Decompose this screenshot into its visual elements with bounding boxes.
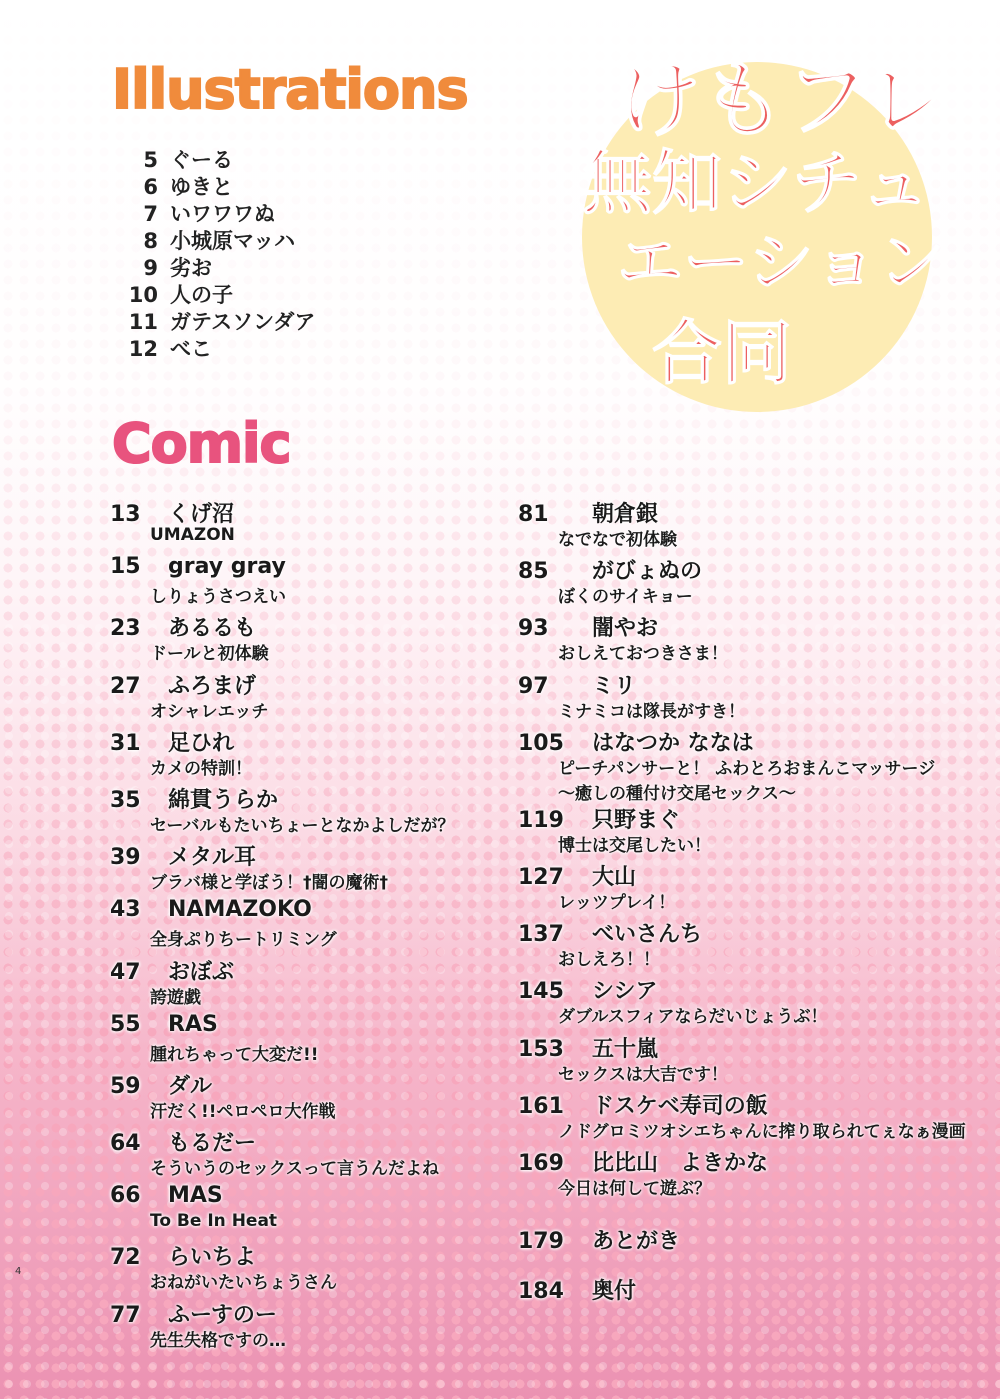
work-title: 博士は交尾したい！ (558, 835, 711, 856)
author-name: くげ沼 (168, 502, 235, 527)
comic-entry (518, 497, 966, 554)
work-title: おねがいたいちょうさん (150, 1273, 337, 1294)
author-name: 綿貫うらか (168, 787, 279, 813)
page-number: 145 (518, 979, 564, 1005)
author-name: 五十嵐 (592, 1036, 659, 1062)
work-title: おしえろ！！ (558, 950, 660, 971)
page-number: 153 (518, 1036, 564, 1062)
illustration-entry (112, 279, 315, 306)
page-number: 23 (110, 616, 141, 642)
illustration-entry (112, 198, 315, 225)
comic-entry (518, 1089, 966, 1146)
author-name: 比比山 よきかな (592, 1150, 769, 1176)
author-name: 大山 (592, 864, 637, 890)
author-name: おぼぶ (168, 959, 235, 985)
comic-entry (518, 1146, 966, 1224)
author-name: ミリ (592, 673, 637, 699)
work-title: ミナミコは隊長がすき！ (558, 701, 745, 722)
author-name: はなつか ななは (592, 730, 754, 756)
author-name: メタル耳 (168, 845, 257, 871)
work-title: セックスは大吉です！ (558, 1064, 728, 1085)
work-title: そういうのセックスって言うんだよね (150, 1159, 439, 1180)
author-name: あとがき (592, 1228, 681, 1254)
artist-name: ガテスソンダア (170, 310, 316, 334)
page-number: 137 (518, 922, 564, 948)
page-number: 35 (110, 787, 141, 813)
author-name: gray gray (168, 554, 286, 580)
page-number: 169 (518, 1150, 564, 1176)
artist-name: いワワワぬ (170, 202, 275, 226)
page-number: 119 (518, 807, 564, 833)
author-name: RAS (168, 1011, 218, 1037)
page-number: 77 (110, 1302, 141, 1328)
work-title: ノドグロミツオシエちゃんに搾り取られてぇなぁ漫画 (558, 1121, 966, 1142)
artist-name: 小城原マッハ (170, 229, 296, 253)
author-name: ドスケベ寿司の飯 (592, 1093, 768, 1119)
comic-entry (110, 897, 454, 954)
page-number: 43 (110, 897, 141, 923)
comic-entry (518, 1224, 966, 1274)
page-number: 64 (110, 1131, 141, 1157)
page-number: 15 (110, 554, 141, 580)
author-name: NAMAZOKO (168, 897, 312, 923)
page-number: 127 (518, 864, 564, 890)
work-title: レッツプレイ！ (558, 892, 676, 913)
page-number: 7 (143, 202, 158, 226)
illustration-entry (112, 144, 315, 171)
page-number: 27 (110, 673, 141, 699)
illustration-entry (112, 306, 315, 333)
page-number: 184 (518, 1278, 564, 1304)
work-title: ブラバ様と学ぼう！†闇の魔術† (150, 873, 388, 894)
logo (572, 40, 972, 440)
comic-list-left (110, 497, 454, 1355)
comic-entry (518, 726, 966, 803)
work-title: UMAZON (150, 525, 235, 545)
author-name: 朝倉銀 (592, 502, 659, 527)
page-number: 66 (110, 1183, 141, 1209)
page-number: 85 (518, 559, 549, 585)
comic-entry (110, 726, 454, 783)
comic-entry (518, 1274, 966, 1324)
logo-line-4: 合同 (652, 312, 792, 394)
comic-entry (110, 1298, 454, 1355)
comic-entry (110, 1183, 454, 1240)
artist-name: 人の子 (170, 283, 233, 307)
work-title: オシャレエッチ (150, 701, 269, 722)
author-name: 奥付 (592, 1278, 637, 1304)
work-title: しりょうさつえい (150, 587, 286, 608)
work-title: ぼくのサイキョー (558, 587, 693, 608)
illustrations-list (112, 144, 315, 360)
author-name: らいちよ (168, 1245, 257, 1271)
comic-entry (518, 1032, 966, 1089)
illustration-entry (112, 225, 315, 252)
illustration-entry (112, 252, 315, 279)
logo-line-3: エーション (617, 224, 945, 301)
page-number-footer: 4 (15, 1266, 22, 1277)
comic-entry (518, 554, 966, 611)
logo-line-1: けもフレ (617, 51, 950, 149)
page-number: 31 (110, 730, 141, 756)
author-name: ふーすのー (168, 1302, 277, 1328)
comic-list-right (518, 497, 966, 1324)
page-number: 72 (110, 1245, 141, 1271)
page-number: 47 (110, 959, 141, 985)
comic-entry (518, 611, 966, 668)
page-number: 93 (518, 616, 549, 642)
author-name: べいさんち (592, 922, 703, 948)
author-name: シシア (592, 979, 658, 1005)
comic-heading: Comic (112, 412, 291, 475)
page-number: 13 (110, 502, 141, 527)
page-number: 6 (143, 175, 158, 199)
author-name: がびょぬの (592, 559, 703, 585)
page-number: 59 (110, 1073, 141, 1099)
artist-name: ゆきと (170, 175, 233, 199)
page-number: 179 (518, 1228, 564, 1254)
page-number: 9 (143, 256, 158, 280)
comic-entry (110, 1240, 454, 1297)
page-number: 39 (110, 845, 141, 871)
comic-entry (518, 669, 966, 726)
page-number: 81 (518, 502, 549, 527)
page-number: 97 (518, 673, 549, 699)
work-title: 先生失格ですの… (150, 1330, 286, 1351)
artist-name: べこ (170, 337, 212, 361)
comic-entry (518, 917, 966, 974)
work-title: 全身ぷりちートリミング (150, 930, 337, 951)
comic-entry (110, 1012, 454, 1069)
work-title: ダブルスフィアならだいじょうぶ！ (558, 1007, 828, 1028)
illustration-entry (112, 333, 315, 360)
comic-entry (110, 611, 454, 668)
work-title: 今日は何して遊ぶ？ (558, 1178, 711, 1199)
author-name: ダル (168, 1073, 213, 1099)
author-name: ふろまげ (168, 673, 257, 699)
illustration-entry (112, 171, 315, 198)
work-title: 腫れちゃって大変だ!! (150, 1044, 319, 1065)
author-name: 只野まぐ (592, 807, 681, 833)
comic-entry (110, 840, 454, 897)
comic-entry (110, 497, 454, 554)
comic-entry (110, 1069, 454, 1126)
page-number: 8 (143, 229, 158, 253)
work-title: ピーチパンサーと！ ふわとろおまんこマッサージ (558, 758, 936, 779)
author-name: MAS (168, 1183, 223, 1209)
comic-entry (110, 554, 454, 611)
comic-entry (518, 860, 966, 917)
page-number: 105 (518, 730, 564, 756)
illustrations-heading: Illustrations (112, 58, 468, 121)
author-name: あるるも (168, 616, 257, 642)
work-title: カメの特訓！ (150, 758, 252, 779)
work-title: 汗だく!!ペロペロ大作戦 (150, 1101, 336, 1122)
page-number: 161 (518, 1093, 564, 1119)
comic-entry (110, 1126, 454, 1183)
page-number: 11 (128, 310, 158, 334)
work-title: おしえておつきさま！ (558, 644, 728, 665)
logo-line-2: 無知シチュ (582, 142, 930, 224)
comic-entry (518, 974, 966, 1031)
work-title: To Be In Heat (150, 1211, 278, 1232)
work-title: ドールと初体験 (150, 644, 269, 665)
work-title: なでなで初体験 (558, 530, 677, 550)
work-subtitle: ～癒しの種付け交尾セックス～ (558, 783, 796, 804)
author-name: 闇やお (592, 616, 659, 642)
artist-name: ぐーる (170, 148, 233, 172)
comic-entry (110, 783, 454, 840)
work-title: 誇遊戯 (150, 987, 201, 1008)
artist-name: 劣お (170, 256, 212, 280)
page-number: 10 (128, 283, 158, 307)
work-title: セーバルもたいちょーとなかよしだが？ (150, 815, 455, 836)
page-number: 5 (143, 148, 158, 172)
page-number: 12 (128, 337, 158, 361)
page-number: 55 (110, 1011, 141, 1037)
comic-entry (110, 955, 454, 1012)
author-name: 足ひれ (168, 730, 235, 756)
comic-entry (110, 669, 454, 726)
author-name: もるだー (168, 1131, 257, 1157)
comic-entry (518, 803, 966, 860)
